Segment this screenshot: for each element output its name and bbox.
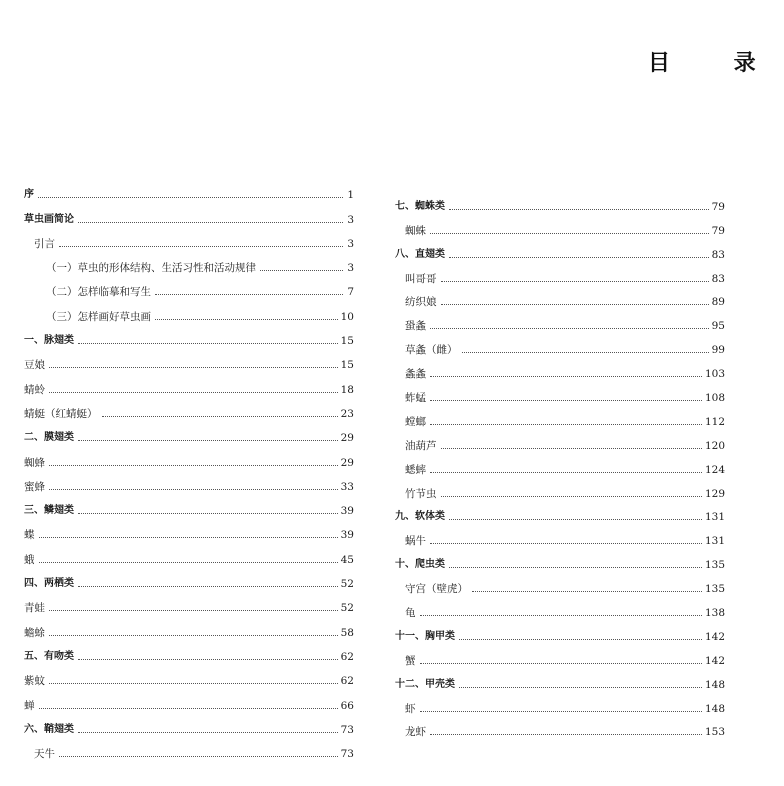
toc-entry-row[interactable] — [395, 453, 725, 477]
dot-leader — [430, 233, 709, 234]
toc-page-number: 3 — [347, 213, 354, 226]
toc-entry-row[interactable] — [395, 214, 725, 238]
dot-leader — [462, 352, 709, 353]
toc-entry-row[interactable] — [395, 477, 725, 501]
toc-entry-title: 纺织娘 — [405, 296, 437, 309]
dot-leader — [78, 732, 338, 733]
toc-entry-title: 龙虾 — [405, 726, 426, 739]
toc-entry-row[interactable] — [395, 429, 725, 453]
toc-page-number: 148 — [704, 702, 725, 715]
dot-leader — [78, 586, 338, 587]
toc-entry-row[interactable] — [395, 596, 725, 620]
dot-leader — [78, 513, 338, 514]
toc-page-number: 1 — [347, 189, 354, 202]
toc-entry-row[interactable] — [395, 716, 725, 740]
dot-leader — [49, 367, 338, 368]
toc-entry-title: 蝶 — [24, 529, 35, 542]
toc-section-row[interactable] — [395, 501, 725, 525]
toc-page-number: 39 — [340, 529, 354, 542]
toc-section-row[interactable] — [24, 178, 354, 202]
toc-entry-title: 蛾 — [24, 553, 35, 566]
toc-page-number: 142 — [704, 630, 725, 643]
toc-entry-title: 四、两栖类 — [24, 578, 74, 590]
toc-section-row[interactable] — [24, 567, 354, 591]
toc-page-number: 79 — [711, 224, 725, 237]
toc-entry-title: （二）怎样临摹和写生 — [46, 286, 151, 299]
dot-leader — [155, 294, 343, 295]
dot-leader — [39, 708, 338, 709]
toc-page-number: 135 — [704, 583, 725, 596]
toc-page-number: 131 — [704, 535, 725, 548]
dot-leader — [430, 734, 702, 735]
toc-page-number: 148 — [704, 678, 725, 691]
toc-entry-title: 九、软体类 — [395, 511, 445, 523]
toc-page-number: 129 — [704, 487, 725, 500]
toc-left-column — [24, 178, 354, 761]
toc-page-number: 138 — [704, 607, 725, 620]
toc-section-row[interactable] — [24, 713, 354, 737]
toc-entry-title: 油葫芦 — [405, 439, 437, 452]
toc-section-row[interactable] — [24, 640, 354, 664]
toc-page-number: 7 — [347, 286, 354, 299]
dot-leader — [441, 281, 709, 282]
dot-leader — [78, 440, 338, 441]
toc-page-number: 15 — [340, 359, 354, 372]
dot-leader — [449, 567, 702, 568]
toc-entry-title: 蟹 — [405, 654, 416, 667]
toc-page-number: 18 — [340, 383, 354, 396]
toc-page-number: 73 — [340, 748, 354, 761]
dot-leader — [430, 543, 702, 544]
toc-page-number: 73 — [340, 723, 354, 736]
toc-page-number: 62 — [340, 650, 354, 663]
toc-entry-title: 青蛙 — [24, 602, 45, 615]
toc-entry-row[interactable] — [24, 542, 354, 566]
toc-page-number: 153 — [704, 726, 725, 739]
toc-page-number: 33 — [340, 480, 354, 493]
toc-entry-title: 蝉 — [24, 699, 35, 712]
dot-leader — [59, 246, 343, 247]
dot-leader — [260, 270, 343, 271]
toc-page-number: 83 — [711, 272, 725, 285]
dot-leader — [449, 209, 709, 210]
toc-page-number: 52 — [340, 578, 354, 591]
dot-leader — [78, 659, 338, 660]
toc-page-number: 79 — [711, 200, 725, 213]
toc-entry-title: 十一、胸甲类 — [395, 630, 455, 642]
toc-entry-title: 蛩螽 — [405, 320, 426, 333]
dot-leader — [430, 400, 702, 401]
toc-entry-row[interactable] — [24, 688, 354, 712]
dot-leader — [49, 610, 338, 611]
toc-entry-title: 蜗牛 — [405, 535, 426, 548]
toc-entry-title: 草虫画简论 — [24, 213, 74, 225]
toc-section-row[interactable] — [24, 421, 354, 445]
page-title: 目 录 — [648, 51, 784, 76]
dot-leader — [49, 489, 338, 490]
toc-entry-title: （三）怎样画好草虫画 — [46, 310, 151, 323]
toc-entry-title: 蜘蛛 — [405, 224, 426, 237]
toc-page-number: 99 — [711, 344, 725, 357]
toc-entry-row[interactable] — [24, 299, 354, 323]
toc-page-number: 10 — [340, 310, 354, 323]
dot-leader — [59, 756, 338, 757]
toc-entry-row[interactable] — [395, 333, 725, 357]
toc-entry-title: 二、膜翅类 — [24, 432, 74, 444]
dot-leader — [155, 319, 338, 320]
toc-section-row[interactable] — [395, 548, 725, 572]
toc-page-number: 66 — [340, 699, 354, 712]
dot-leader — [78, 343, 338, 344]
toc-section-row[interactable] — [24, 494, 354, 518]
toc-entry-row[interactable] — [395, 262, 725, 286]
toc-entry-row[interactable] — [24, 664, 354, 688]
toc-page-number: 3 — [347, 237, 354, 250]
toc-entry-row[interactable] — [24, 445, 354, 469]
toc-entry-title: 五、有吻类 — [24, 650, 74, 662]
toc-entry-row[interactable] — [395, 357, 725, 381]
toc-page-number: 83 — [711, 248, 725, 261]
dot-leader — [459, 687, 702, 688]
dot-leader — [39, 562, 338, 563]
toc-entry-row[interactable] — [24, 251, 354, 275]
toc-entry-title: 序 — [24, 189, 34, 201]
toc-entry-row[interactable] — [24, 615, 354, 639]
toc-entry-title: 豆娘 — [24, 359, 45, 372]
toc-entry-title: 七、蜘蛛类 — [395, 200, 445, 212]
toc-entry-title: 守宫（壁虎） — [405, 583, 468, 596]
dot-leader — [49, 635, 338, 636]
toc-section-row[interactable] — [395, 190, 725, 214]
toc-section-row[interactable] — [395, 238, 725, 262]
dot-leader — [420, 663, 702, 664]
toc-entry-row[interactable] — [24, 397, 354, 421]
toc-page-number: 142 — [704, 654, 725, 667]
toc-entry-title: 叫哥哥 — [405, 272, 437, 285]
toc-entry-row[interactable] — [24, 737, 354, 761]
toc-entry-row[interactable] — [395, 524, 725, 548]
toc-entry-title: 螳螂 — [405, 415, 426, 428]
toc-entry-title: 蜻蛉 — [24, 383, 45, 396]
dot-leader — [38, 197, 343, 198]
toc-section-row[interactable] — [24, 202, 354, 226]
toc-page-number: 3 — [347, 262, 354, 275]
dot-leader — [49, 683, 338, 684]
toc-entry-title: 八、直翅类 — [395, 248, 445, 260]
toc-entry-row[interactable] — [24, 591, 354, 615]
toc-page-number: 58 — [340, 626, 354, 639]
toc-page-number: 52 — [340, 602, 354, 615]
toc-entry-row[interactable] — [395, 381, 725, 405]
dot-leader — [441, 304, 709, 305]
toc-entry-row[interactable] — [395, 692, 725, 716]
toc-entry-row[interactable] — [24, 275, 354, 299]
dot-leader — [449, 519, 702, 520]
toc-entry-title: （一）草虫的形体结构、生活习性和活动规律 — [46, 262, 256, 275]
toc-entry-row[interactable] — [24, 348, 354, 372]
toc-entry-title: 蟋蟀 — [405, 463, 426, 476]
toc-section-row[interactable] — [395, 620, 725, 644]
toc-entry-title: 蜻蜓（红蜻蜓） — [24, 407, 98, 420]
dot-leader — [420, 615, 702, 616]
toc-entry-title: 紫蚊 — [24, 675, 45, 688]
toc-entry-title: 蚱蜢 — [405, 392, 426, 405]
toc-entry-title: 十二、甲壳类 — [395, 678, 455, 690]
toc-entry-row[interactable] — [395, 572, 725, 596]
dot-leader — [459, 639, 702, 640]
toc-page-number: 23 — [340, 407, 354, 420]
dot-leader — [102, 416, 338, 417]
toc-entry-row[interactable] — [395, 286, 725, 310]
toc-entry-row[interactable] — [24, 470, 354, 494]
toc-entry-title: 十、爬虫类 — [395, 559, 445, 571]
toc-entry-row[interactable] — [24, 518, 354, 542]
toc-entry-title: 蜘蜂 — [24, 456, 45, 469]
toc-page-number: 120 — [704, 439, 725, 452]
dot-leader — [430, 376, 702, 377]
dot-leader — [430, 472, 702, 473]
dot-leader — [78, 222, 343, 223]
toc-entry-title: 螽螽 — [405, 368, 426, 381]
toc-page-number: 95 — [711, 320, 725, 333]
dot-leader — [39, 537, 338, 538]
dot-leader — [420, 711, 702, 712]
toc-page-number: 108 — [704, 392, 725, 405]
dot-leader — [49, 465, 338, 466]
toc-entry-title: 引言 — [34, 237, 55, 250]
toc-page-number: 15 — [340, 335, 354, 348]
toc-entry-row[interactable] — [395, 644, 725, 668]
toc-entry-title: 草螽（雌） — [405, 344, 458, 357]
toc-entry-title: 龟 — [405, 607, 416, 620]
dot-leader — [441, 496, 702, 497]
toc-right-column — [395, 190, 725, 739]
toc-entry-row[interactable] — [24, 227, 354, 251]
dot-leader — [449, 257, 709, 258]
toc-page-number: 112 — [704, 415, 725, 428]
toc-entry-title: 三、鳞翅类 — [24, 505, 74, 517]
toc-entry-title: 虾 — [405, 702, 416, 715]
toc-entry-title: 蜜蜂 — [24, 480, 45, 493]
toc-entry-title: 一、脉翅类 — [24, 335, 74, 347]
toc-page-number: 29 — [340, 432, 354, 445]
dot-leader — [430, 328, 709, 329]
toc-page-number: 103 — [704, 368, 725, 381]
toc-entry-row[interactable] — [395, 309, 725, 333]
dot-leader — [441, 448, 702, 449]
toc-section-row[interactable] — [24, 324, 354, 348]
dot-leader — [49, 392, 338, 393]
toc-entry-title: 蟾蜍 — [24, 626, 45, 639]
toc-page-number: 135 — [704, 559, 725, 572]
toc-page-number: 45 — [340, 553, 354, 566]
toc-entry-title: 竹节虫 — [405, 487, 437, 500]
toc-page-number: 89 — [711, 296, 725, 309]
toc-entry-row[interactable] — [395, 405, 725, 429]
toc-entry-title: 天牛 — [34, 748, 55, 761]
toc-entry-title: 六、鞘翅类 — [24, 723, 74, 735]
toc-section-row[interactable] — [395, 668, 725, 692]
toc-entry-row[interactable] — [24, 372, 354, 396]
toc-page-number: 62 — [340, 675, 354, 688]
toc-page-number: 29 — [340, 456, 354, 469]
dot-leader — [472, 591, 702, 592]
toc-page-number: 131 — [704, 511, 725, 524]
toc-page-number: 39 — [340, 505, 354, 518]
toc-page-number: 124 — [704, 463, 725, 476]
dot-leader — [430, 424, 702, 425]
